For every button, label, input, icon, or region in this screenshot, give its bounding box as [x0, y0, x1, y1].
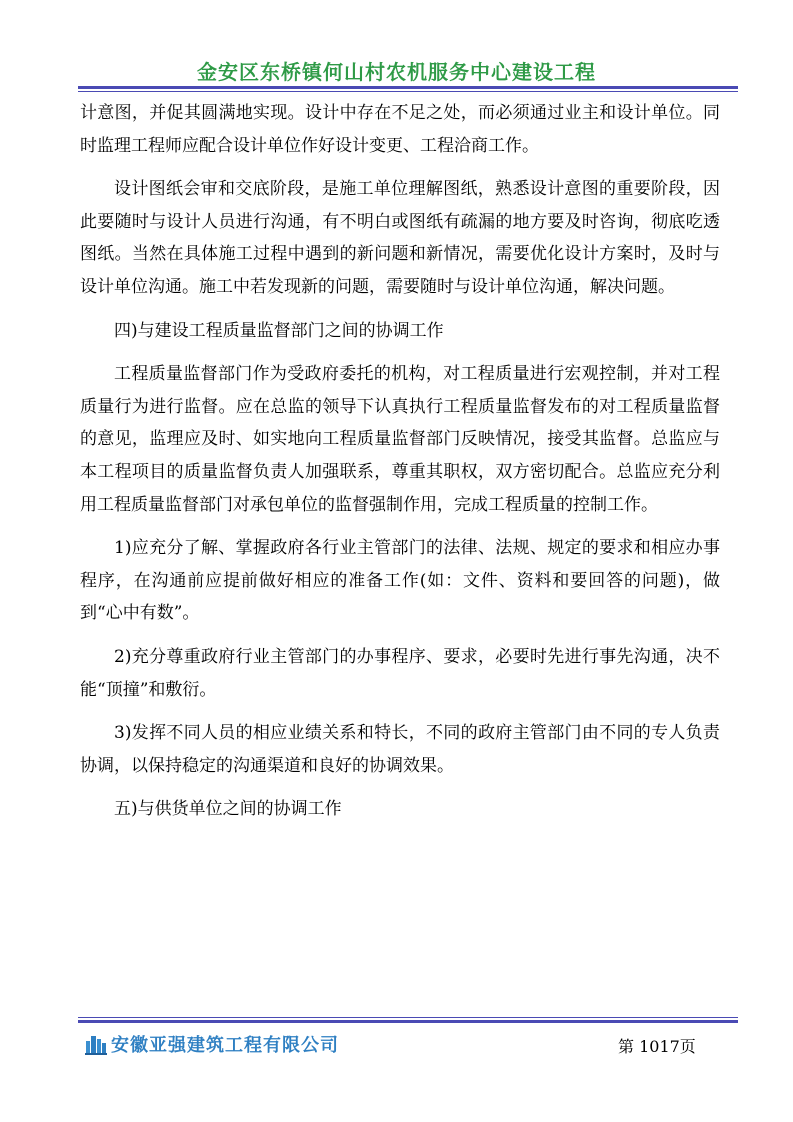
list-item: 3)发挥不同人员的相应业绩关系和特长，不同的政府主管部门由不同的专人负责协调，以保持稳定的沟通渠道和良好的协调效果。	[80, 723, 720, 776]
paragraph: 计意图，并促其圆满地实现。设计中存在不足之处，而必须通过业主和设计单位。同时监理工程师应配合设计单位作好设计变更、工程洽商工作。	[80, 103, 720, 156]
paragraph: 工程质量监督部门作为受政府委托的机构，对工程质量进行宏观控制，并对工程质量行为进行监督。应在总监的领导下认真执行工程质量监督发布的对工程质量监督的意见，监理应及时、如实地向工程质量监督部门反映情况，接受其监督。总监应与本工程项目的质量监督负责人加强联系，尊重其职权，双方密切配合。总监应充分利用工程质量监督部门对承包单位的监督强制作用，完成工程质量的控制工作。	[80, 364, 720, 515]
document-body	[80, 97, 720, 837]
footer-company-name: 安徽亚强建筑工程有限公司	[111, 1035, 339, 1056]
section-heading: 五)与供货单位之间的协调工作	[114, 799, 342, 820]
section-heading: 四)与建设工程质量监督部门之间的协调工作	[114, 320, 444, 341]
page-number: 第 1017页	[618, 1037, 696, 1056]
list-item: 1)应充分了解、掌握政府各行业主管部门的法律、法规、规定的要求和相应办事程序，在沟通前应提前做好相应的准备工作(如：文件、资料和要回答的问题)，做到“心中有数”。	[80, 538, 720, 624]
header-divider	[78, 86, 738, 92]
footer-divider	[78, 1017, 738, 1023]
paragraph: 设计图纸会审和交底阶段，是施工单位理解图纸，熟悉设计意图的重要阶段，因此要随时与设计人员进行沟通，有不明白或图纸有疏漏的地方要及时咨询，彻底吃透图纸。当然在具体施工过程中遇到的新问题和新情况，需要优化设计方案时，及时与设计单位沟通。施工中若发现新的问题，需要随时与设计单位沟通，解决问题。	[80, 179, 720, 297]
building-logo-icon	[84, 1032, 108, 1056]
list-item: 2)充分尊重政府行业主管部门的办事程序、要求，必要时先进行事先沟通，决不能“顶撞”和敷衍。	[80, 646, 720, 700]
page-header-title: 金安区东桥镇何山村农机服务中心建设工程	[197, 60, 596, 84]
